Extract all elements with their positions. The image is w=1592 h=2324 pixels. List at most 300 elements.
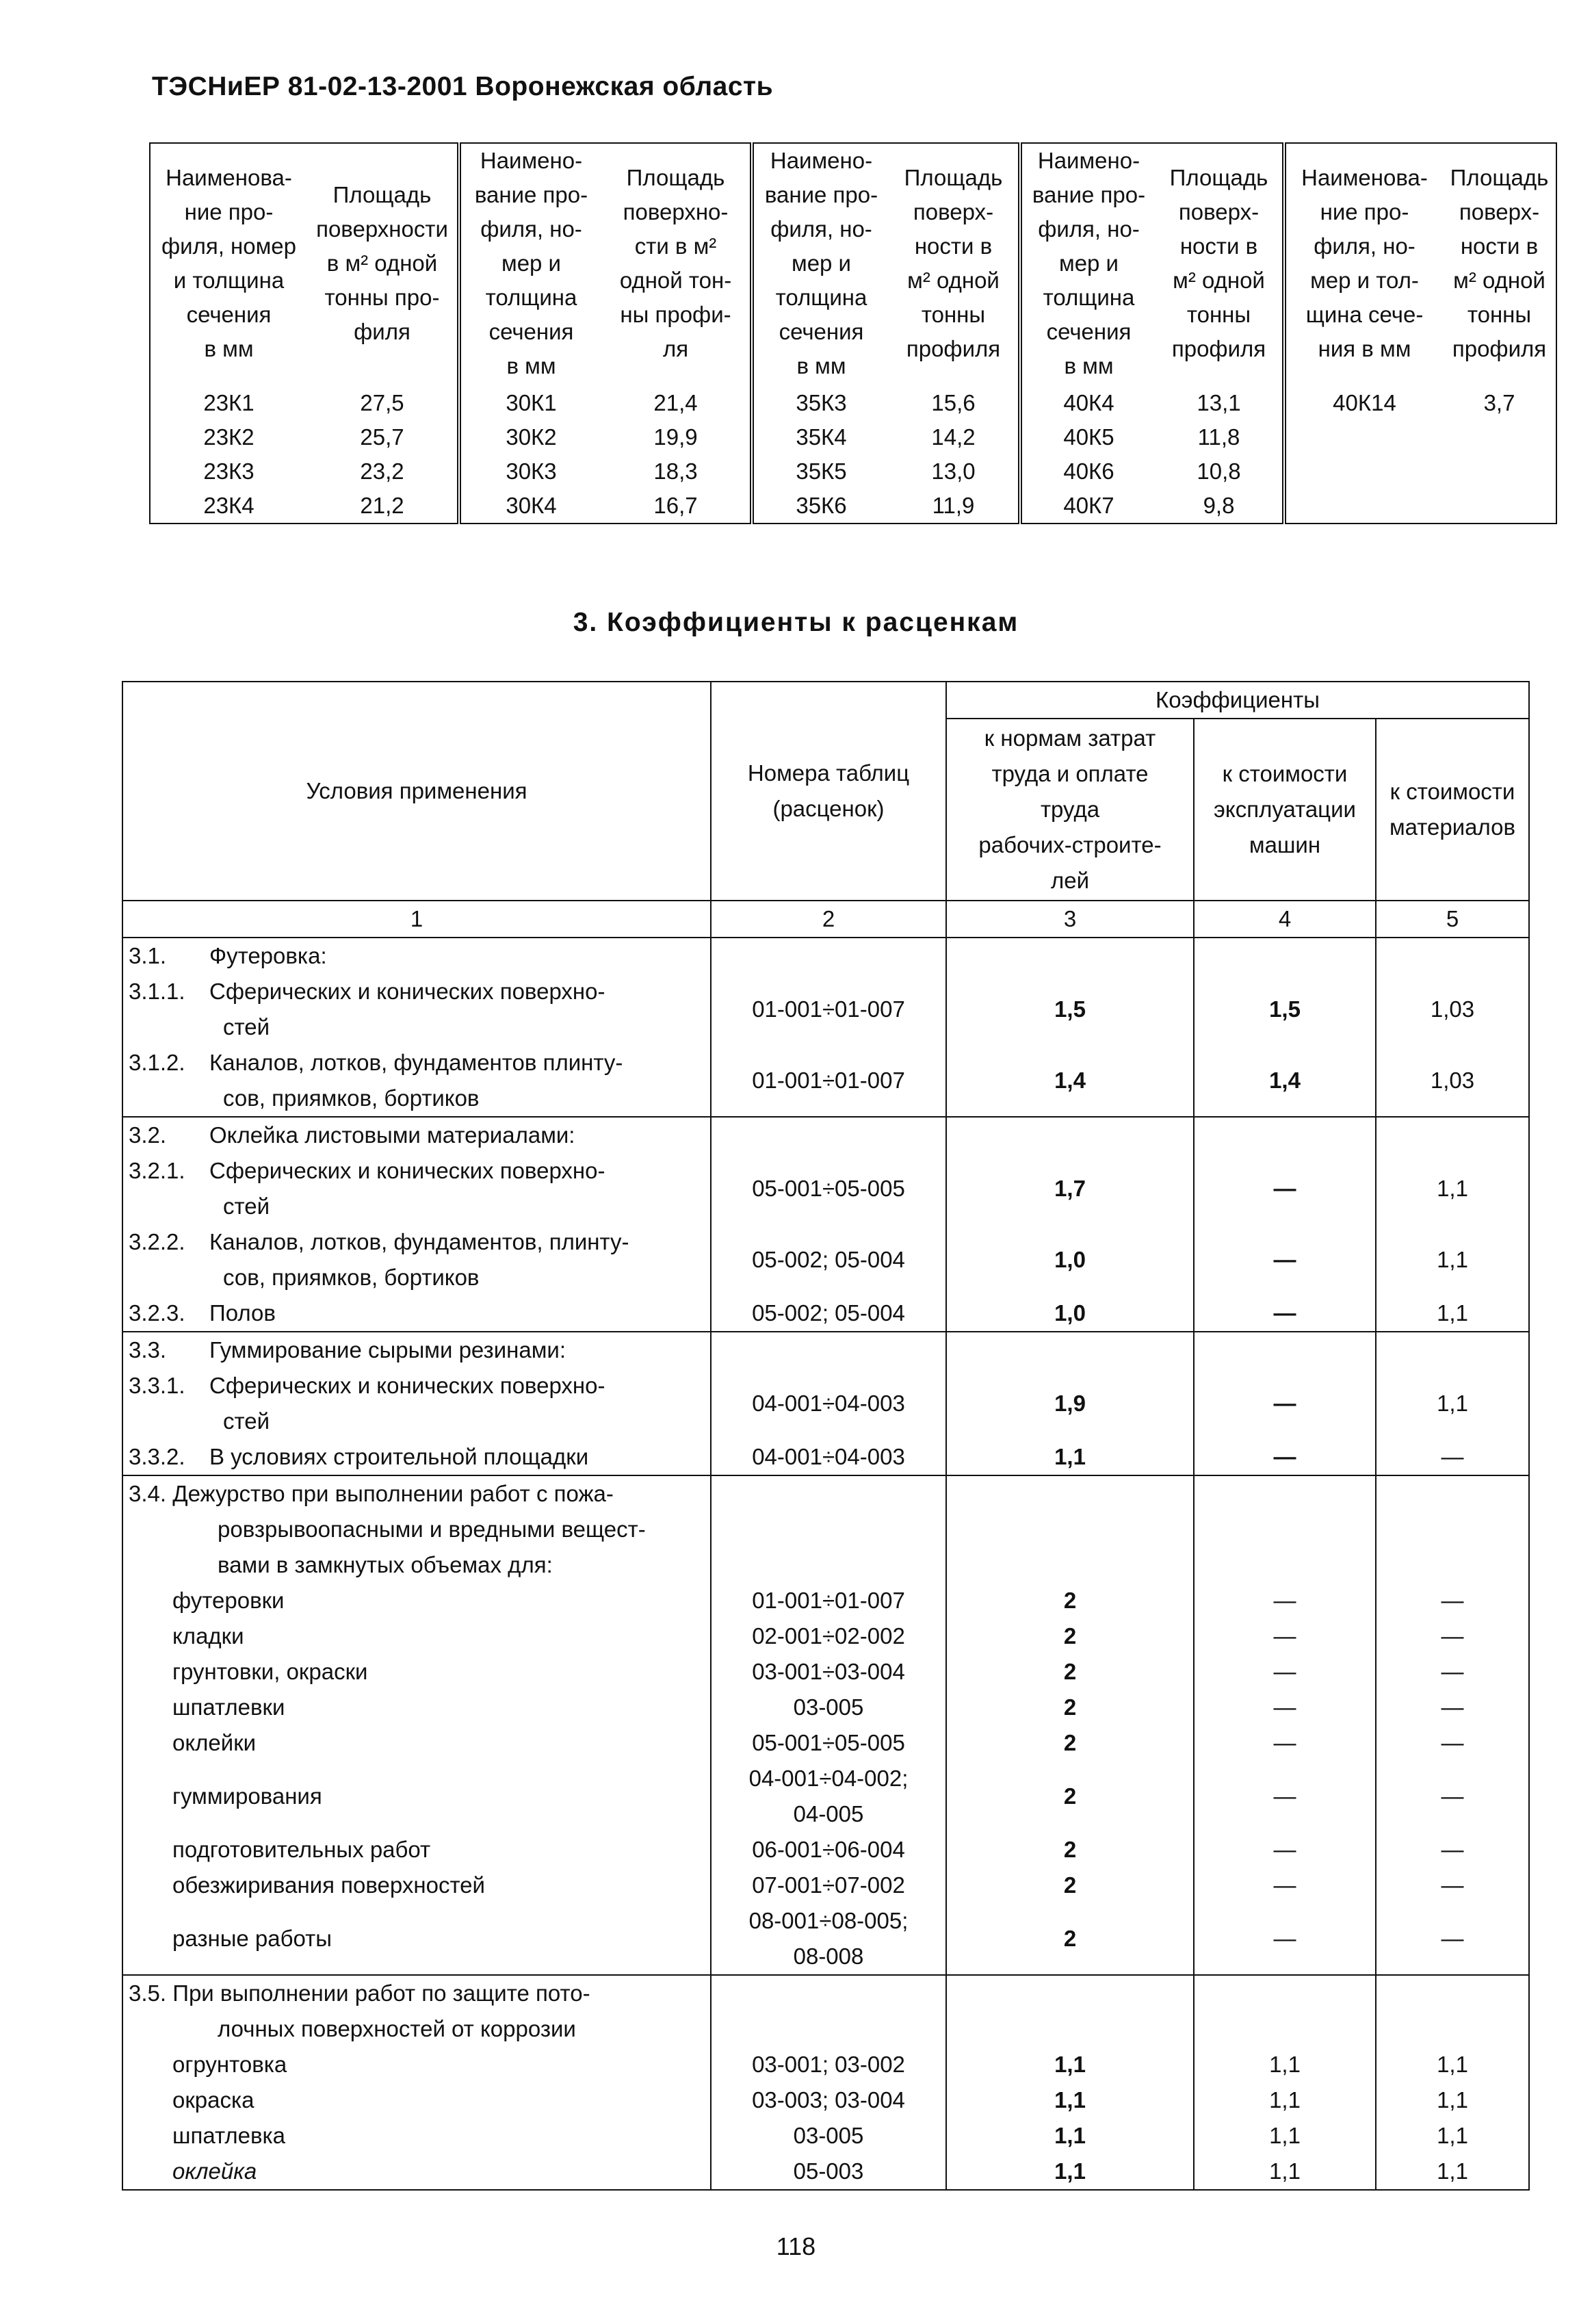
cell-line: ния в мм [1318,336,1411,361]
cell-line: Наименова- [166,165,292,190]
coef-labor: 1,1 [946,2082,1194,2118]
cell-line: Площадь [626,165,725,190]
cell-line: 06-001÷06-004 [752,1837,905,1862]
empty-cell [1376,1117,1529,1153]
coef-machines: — [1194,1439,1376,1475]
empty-cell [1376,1332,1529,1368]
condition-cell: окраска [122,2082,711,2118]
table-row [122,2154,1529,2190]
cell-line: м² одной [907,268,1000,293]
cell-line: тонны [921,302,986,327]
profile-area: 27,5 [307,383,459,420]
cell-line: 04-005 [793,1801,864,1826]
cell-line: 01-001÷01-007 [752,1588,905,1613]
section-row [122,938,1529,974]
cell-line: Наимено- [480,148,583,173]
profile-name: 35К6 [796,493,847,518]
empty-cell [1376,1975,1529,2011]
cell-line: мер и [792,250,851,276]
empty-cell [946,1332,1194,1368]
empty-cell [711,1117,946,1153]
row-number: 3.2.2. [129,1229,185,1254]
cell-line: филя, но- [770,216,872,242]
condition-cell [122,1224,711,1295]
header-profile-name [150,143,307,383]
cell-line: щина сече- [1305,302,1424,327]
table-row [122,1583,1529,1618]
condition-cell: шпатлевка [122,2118,711,2154]
cell-line: вание про- [764,182,878,207]
cell-line: 04-001÷04-003 [752,1444,905,1469]
row-number: 3.3.2. [129,1444,185,1469]
empty-cell [1194,938,1376,974]
condition-line [129,1009,705,1045]
empty-cell [1194,2011,1376,2047]
cell-line: 01-001÷01-007 [752,996,905,1022]
cell-line: ние про- [184,199,274,224]
profile-area: 11,9 [889,489,1020,524]
table-numbers [711,1045,946,1117]
section-label: Футеровка: [209,943,327,968]
section-label: Дежурство при выполнении работ с пожа- [172,1481,614,1506]
header-area-per-ton [601,143,752,383]
profile-name [1284,454,1443,489]
cell-line: профиля [1452,336,1547,361]
coef-machines: 1,1 [1194,2118,1376,2154]
coef-labor: 2 [946,1690,1194,1725]
section-title-cell [122,938,711,974]
section-number: 3.2. [129,1122,167,1148]
empty-cell [711,1975,946,2011]
cell-line: профиля [1171,336,1266,361]
cell-line: Площадь [1169,165,1268,190]
empty-cell [1194,1332,1376,1368]
condition-cell: обезжиривания поверхностей [122,1868,711,1903]
table-numbers [711,1368,946,1439]
table-row [150,420,1556,454]
section-number: 3.5. [129,1980,167,2006]
condition-cell [122,1368,711,1439]
cell-line: ности в [1460,233,1539,259]
cell-line: поверх- [1459,199,1540,224]
condition-text: Каналов, лотков, фундаментов плинту- [209,1050,623,1075]
table-numbers [711,1153,946,1224]
section-label: Оклейка листовыми материалами: [209,1122,575,1148]
section-title-cell [122,1512,711,1547]
table-numbers [711,1725,946,1761]
empty-cell [1376,1547,1529,1583]
section-title-cell [122,1475,711,1512]
coef-machines: — [1194,1224,1376,1295]
cell-line: сечения [186,302,272,327]
coef-labor: 2 [946,1725,1194,1761]
cell-line: сечения [1046,319,1132,344]
cell-line: филя, номер [161,233,297,259]
coef-labor: 1,1 [946,1439,1194,1475]
cell-line: вание про- [474,182,588,207]
coef-machines: — [1194,1368,1376,1439]
coef-labor: 1,0 [946,1224,1194,1295]
cell-line: ности в [1179,233,1258,259]
cell-line: в м² одной [326,250,438,276]
cell-line: поверх- [1178,199,1260,224]
table-row [150,383,1556,420]
cell-line: 07-001÷07-002 [752,1872,905,1898]
profile-name: 40К5 [1063,424,1114,450]
condition-line [129,1224,705,1260]
profile-name: 23К2 [203,424,255,450]
col-number: 5 [1376,901,1529,938]
profile-area [1443,454,1556,489]
section-row [122,1475,1529,1512]
cell-line: 03-005 [793,1694,864,1720]
condition-text: Сферических и конических поверхно- [209,979,605,1004]
table-row [122,1045,1529,1117]
col-number: 1 [122,901,711,938]
cell-line: 03-001÷03-004 [752,1659,905,1684]
section-row [122,1547,1529,1583]
coef-machines: — [1194,1295,1376,1332]
profile-name: 40К14 [1333,390,1396,415]
section-row [122,1117,1529,1153]
cell-line: 05-001÷05-005 [752,1730,905,1755]
profile-area: 13,1 [1156,383,1284,420]
cell-line: 05-003 [793,2158,864,2184]
cell-line: в мм [204,336,254,361]
condition-cell: гуммирования [122,1761,711,1832]
coef-materials: — [1376,1761,1529,1832]
empty-cell [946,1512,1194,1547]
row-number: 3.3.1. [129,1373,185,1398]
section-row [122,1512,1529,1547]
section-title-cell [122,1332,711,1368]
profile-area: 11,8 [1156,420,1284,454]
coef-materials: — [1376,1903,1529,1975]
cell-line: 03-001; 03-002 [752,2052,905,2077]
coef-materials: 1,1 [1376,1153,1529,1224]
profile-area [1443,420,1556,454]
condition-cell: разные работы [122,1903,711,1975]
table-numbers [711,2118,946,2154]
section-label: лочных поверхностей от коррозии [218,2016,576,2041]
cell-line: Площадь [1450,165,1549,190]
condition-text: Сферических и конических поверхно- [209,1158,605,1183]
coef-materials: — [1376,1583,1529,1618]
cell-line: тонны про- [324,285,440,310]
condition-cell: оклейка [122,2154,711,2190]
empty-cell [711,1512,946,1547]
coef-labor: 1,1 [946,2154,1194,2190]
empty-cell [711,938,946,974]
cell-line: филя, но- [480,216,582,242]
condition-text: стей [223,1193,270,1219]
cell-line: тонны [1186,302,1251,327]
empty-cell [946,1475,1194,1512]
condition-text: Сферических и конических поверхно- [209,1373,605,1398]
coef-materials: — [1376,1868,1529,1903]
coef-machines: — [1194,1832,1376,1868]
condition-text: стей [223,1408,270,1434]
cell-line: м² одной [1173,268,1265,293]
cell-line: одной тон- [619,268,732,293]
section-row [122,1332,1529,1368]
table-row [122,1618,1529,1654]
empty-cell [1194,1117,1376,1153]
coef-materials: 1,1 [1376,2047,1529,2082]
profile-area: 16,7 [601,489,752,524]
empty-cell [711,1332,946,1368]
condition-line [129,1081,705,1116]
cell-line: 08-008 [793,1944,864,1969]
header-materials: к стоимости материалов [1376,719,1529,901]
header-coefficients: Коэффициенты [946,682,1529,719]
condition-line [129,1189,705,1224]
coef-machines: — [1194,1583,1376,1618]
coef-machines: 1,1 [1194,2154,1376,2190]
cell-line: Площадь [332,182,432,207]
table-numbers [711,1654,946,1690]
condition-cell [122,1439,711,1475]
table-numbers [711,974,946,1045]
table-row [122,2047,1529,2082]
coef-machines: 1,4 [1194,1045,1376,1117]
row-number: 3.1.2. [129,1050,185,1075]
table-numbers [711,1690,946,1725]
coef-labor: 1,7 [946,1153,1194,1224]
profile-area: 13,0 [889,454,1020,489]
cell-line: филя [354,319,410,344]
header-profile-name [459,143,601,383]
cell-line: ние про- [1320,199,1409,224]
coef-labor: 1,1 [946,2047,1194,2082]
section-number: 3.4. [129,1481,167,1506]
condition-cell [122,1153,711,1224]
empty-cell [946,1547,1194,1583]
profiles-area-table [149,142,1557,524]
empty-cell [946,1117,1194,1153]
condition-line [129,1439,705,1475]
row-number: 3.2.3. [129,1300,185,1326]
profile-name: 40К4 [1063,390,1114,415]
header-labor: к нормам затрат труда и оплате труда рабочих-строите- лей [946,719,1194,901]
empty-cell [1376,2011,1529,2047]
cell-line: мер и [1059,250,1119,276]
cell-line: толщина [485,285,577,310]
table-row [122,1690,1529,1725]
table-numbers [711,2154,946,2190]
condition-line [129,1045,705,1081]
profile-name: 23К4 [203,493,255,518]
header-area-per-ton [1156,143,1284,383]
header-machines: к стоимости эксплуатации машин [1194,719,1376,901]
profile-name: 30К4 [506,493,557,518]
profile-name: 30К2 [506,424,557,450]
section-label: вами в замкнутых объемах для: [218,1552,553,1577]
cell-line: в мм [796,353,846,378]
empty-cell [1194,1547,1376,1583]
header-profile-name [1284,143,1443,383]
cell-line: 05-002; 05-004 [752,1247,905,1272]
table-row [122,1725,1529,1761]
condition-cell [122,974,711,1045]
coef-labor: 2 [946,1654,1194,1690]
cell-line: 04-001÷04-002; [748,1766,909,1791]
coef-machines: 1,5 [1194,974,1376,1045]
coef-materials: — [1376,1832,1529,1868]
row-number: 3.2.1. [129,1158,185,1183]
header-profile-name [1020,143,1156,383]
cell-line: Наимено- [770,148,873,173]
table-row [122,1903,1529,1975]
cell-line: в мм [506,353,556,378]
col-number: 2 [711,901,946,938]
empty-cell [1376,1475,1529,1512]
profile-name: 23К1 [203,390,255,415]
coef-labor: 2 [946,1832,1194,1868]
profile-area: 19,9 [601,420,752,454]
condition-cell [122,1295,711,1332]
profile-name: 23К3 [203,459,255,484]
coefficients-table [122,681,1530,2191]
cell-line: Наименова- [1301,165,1428,190]
coef-machines: 1,1 [1194,2047,1376,2082]
cell-line: сечения [488,319,574,344]
coef-materials: 1,1 [1376,2118,1529,2154]
cell-line: вание про- [1032,182,1146,207]
coef-materials: — [1376,1690,1529,1725]
coef-materials: 1,1 [1376,1224,1529,1295]
condition-line [129,1153,705,1189]
header-conditions: Условия применения [122,682,711,901]
page-number: 118 [776,2232,816,2260]
condition-cell: оклейки [122,1725,711,1761]
header-area-per-ton [889,143,1020,383]
coef-materials: 1,1 [1376,1368,1529,1439]
empty-cell [711,1547,946,1583]
condition-text: сов, приямков, бортиков [223,1265,480,1290]
cell-line: филя, но- [1038,216,1140,242]
profile-area: 18,3 [601,454,752,489]
table-numbers [711,1868,946,1903]
condition-line [129,1404,705,1439]
cell-line: 05-001÷05-005 [752,1176,905,1201]
empty-cell [946,938,1194,974]
coef-labor: 2 [946,1868,1194,1903]
section-row [122,1975,1529,2011]
cell-line: Наимено- [1037,148,1140,173]
empty-cell [1376,1512,1529,1547]
cell-line: поверхности [316,216,448,242]
profile-area: 14,2 [889,420,1020,454]
condition-text: Каналов, лотков, фундаментов, плинту- [209,1229,629,1254]
coef-materials: 1,1 [1376,1295,1529,1332]
cell-line: ля [662,336,689,361]
header-tables: Номера таблиц (расценок) [711,682,946,901]
coef-materials: — [1376,1618,1529,1654]
table-numbers [711,1903,946,1975]
cell-line: в мм [1064,353,1114,378]
coef-machines: — [1194,1761,1376,1832]
section-label: Гуммирование сырыми резинами: [209,1337,566,1363]
section-title-cell [122,2011,711,2047]
profile-area: 21,4 [601,383,752,420]
coef-materials: — [1376,1654,1529,1690]
empty-cell [1376,938,1529,974]
condition-line [129,974,705,1009]
cell-line: толщина [775,285,867,310]
empty-cell [1194,1975,1376,2011]
table-row [122,1224,1529,1295]
condition-cell: шпатлевки [122,1690,711,1725]
row-number: 3.1.1. [129,979,185,1004]
condition-text: сов, приямков, бортиков [223,1085,480,1111]
section-label: ровзрывоопасными и вредными вещест- [218,1516,646,1542]
profile-area: 3,7 [1483,390,1515,415]
cell-line: 05-002; 05-004 [752,1300,905,1326]
table-numbers [711,1439,946,1475]
cell-line: тонны [1467,302,1532,327]
condition-cell: подготовительных работ [122,1832,711,1868]
empty-cell [711,1475,946,1512]
empty-cell [1194,1512,1376,1547]
table-numbers [711,2047,946,2082]
coef-labor: 1,0 [946,1295,1194,1332]
table-row [122,2118,1529,2154]
table-numbers [711,2082,946,2118]
table-row [122,1295,1529,1332]
profile-area: 15,6 [889,383,1020,420]
section-title: 3. Коэффициенты к расценкам [573,608,1019,637]
coef-machines: 1,1 [1194,2082,1376,2118]
profile-area: 9,8 [1156,489,1284,524]
section-title-cell [122,1547,711,1583]
profile-name [1284,420,1443,454]
coef-machines: — [1194,1690,1376,1725]
condition-text: Полов [209,1300,276,1326]
coef-labor: 2 [946,1761,1194,1832]
cell-line: ности в [914,233,993,259]
empty-cell [1194,1475,1376,1512]
section-title-cell [122,1117,711,1153]
coef-labor: 1,1 [946,2118,1194,2154]
document-header: ТЭСНиЕР 81-02-13-2001 Воронежская область [152,72,774,101]
coef-machines: — [1194,1618,1376,1654]
cell-line: 04-001÷04-003 [752,1391,905,1416]
profile-name [1284,489,1443,524]
table-numbers [711,1295,946,1332]
empty-cell [946,2011,1194,2047]
cell-line: 03-005 [793,2123,864,2148]
table-row [150,489,1556,524]
table-row [122,1153,1529,1224]
cell-line: поверх- [913,199,994,224]
cell-line: профиля [906,336,1001,361]
condition-cell: огрунтовка [122,2047,711,2082]
profile-name: 35К5 [796,459,847,484]
coef-machines: — [1194,1153,1376,1224]
cell-line: м² одной [1453,268,1545,293]
table-row [122,1868,1529,1903]
coef-materials: 1,1 [1376,2154,1529,2190]
table-row [122,974,1529,1045]
table-row [122,1439,1529,1475]
profile-name: 30К3 [506,459,557,484]
cell-line: поверхно- [623,199,729,224]
coef-labor: 2 [946,1618,1194,1654]
coef-machines: — [1194,1903,1376,1975]
condition-line [129,1368,705,1404]
condition-cell: грунтовки, окраски [122,1654,711,1690]
